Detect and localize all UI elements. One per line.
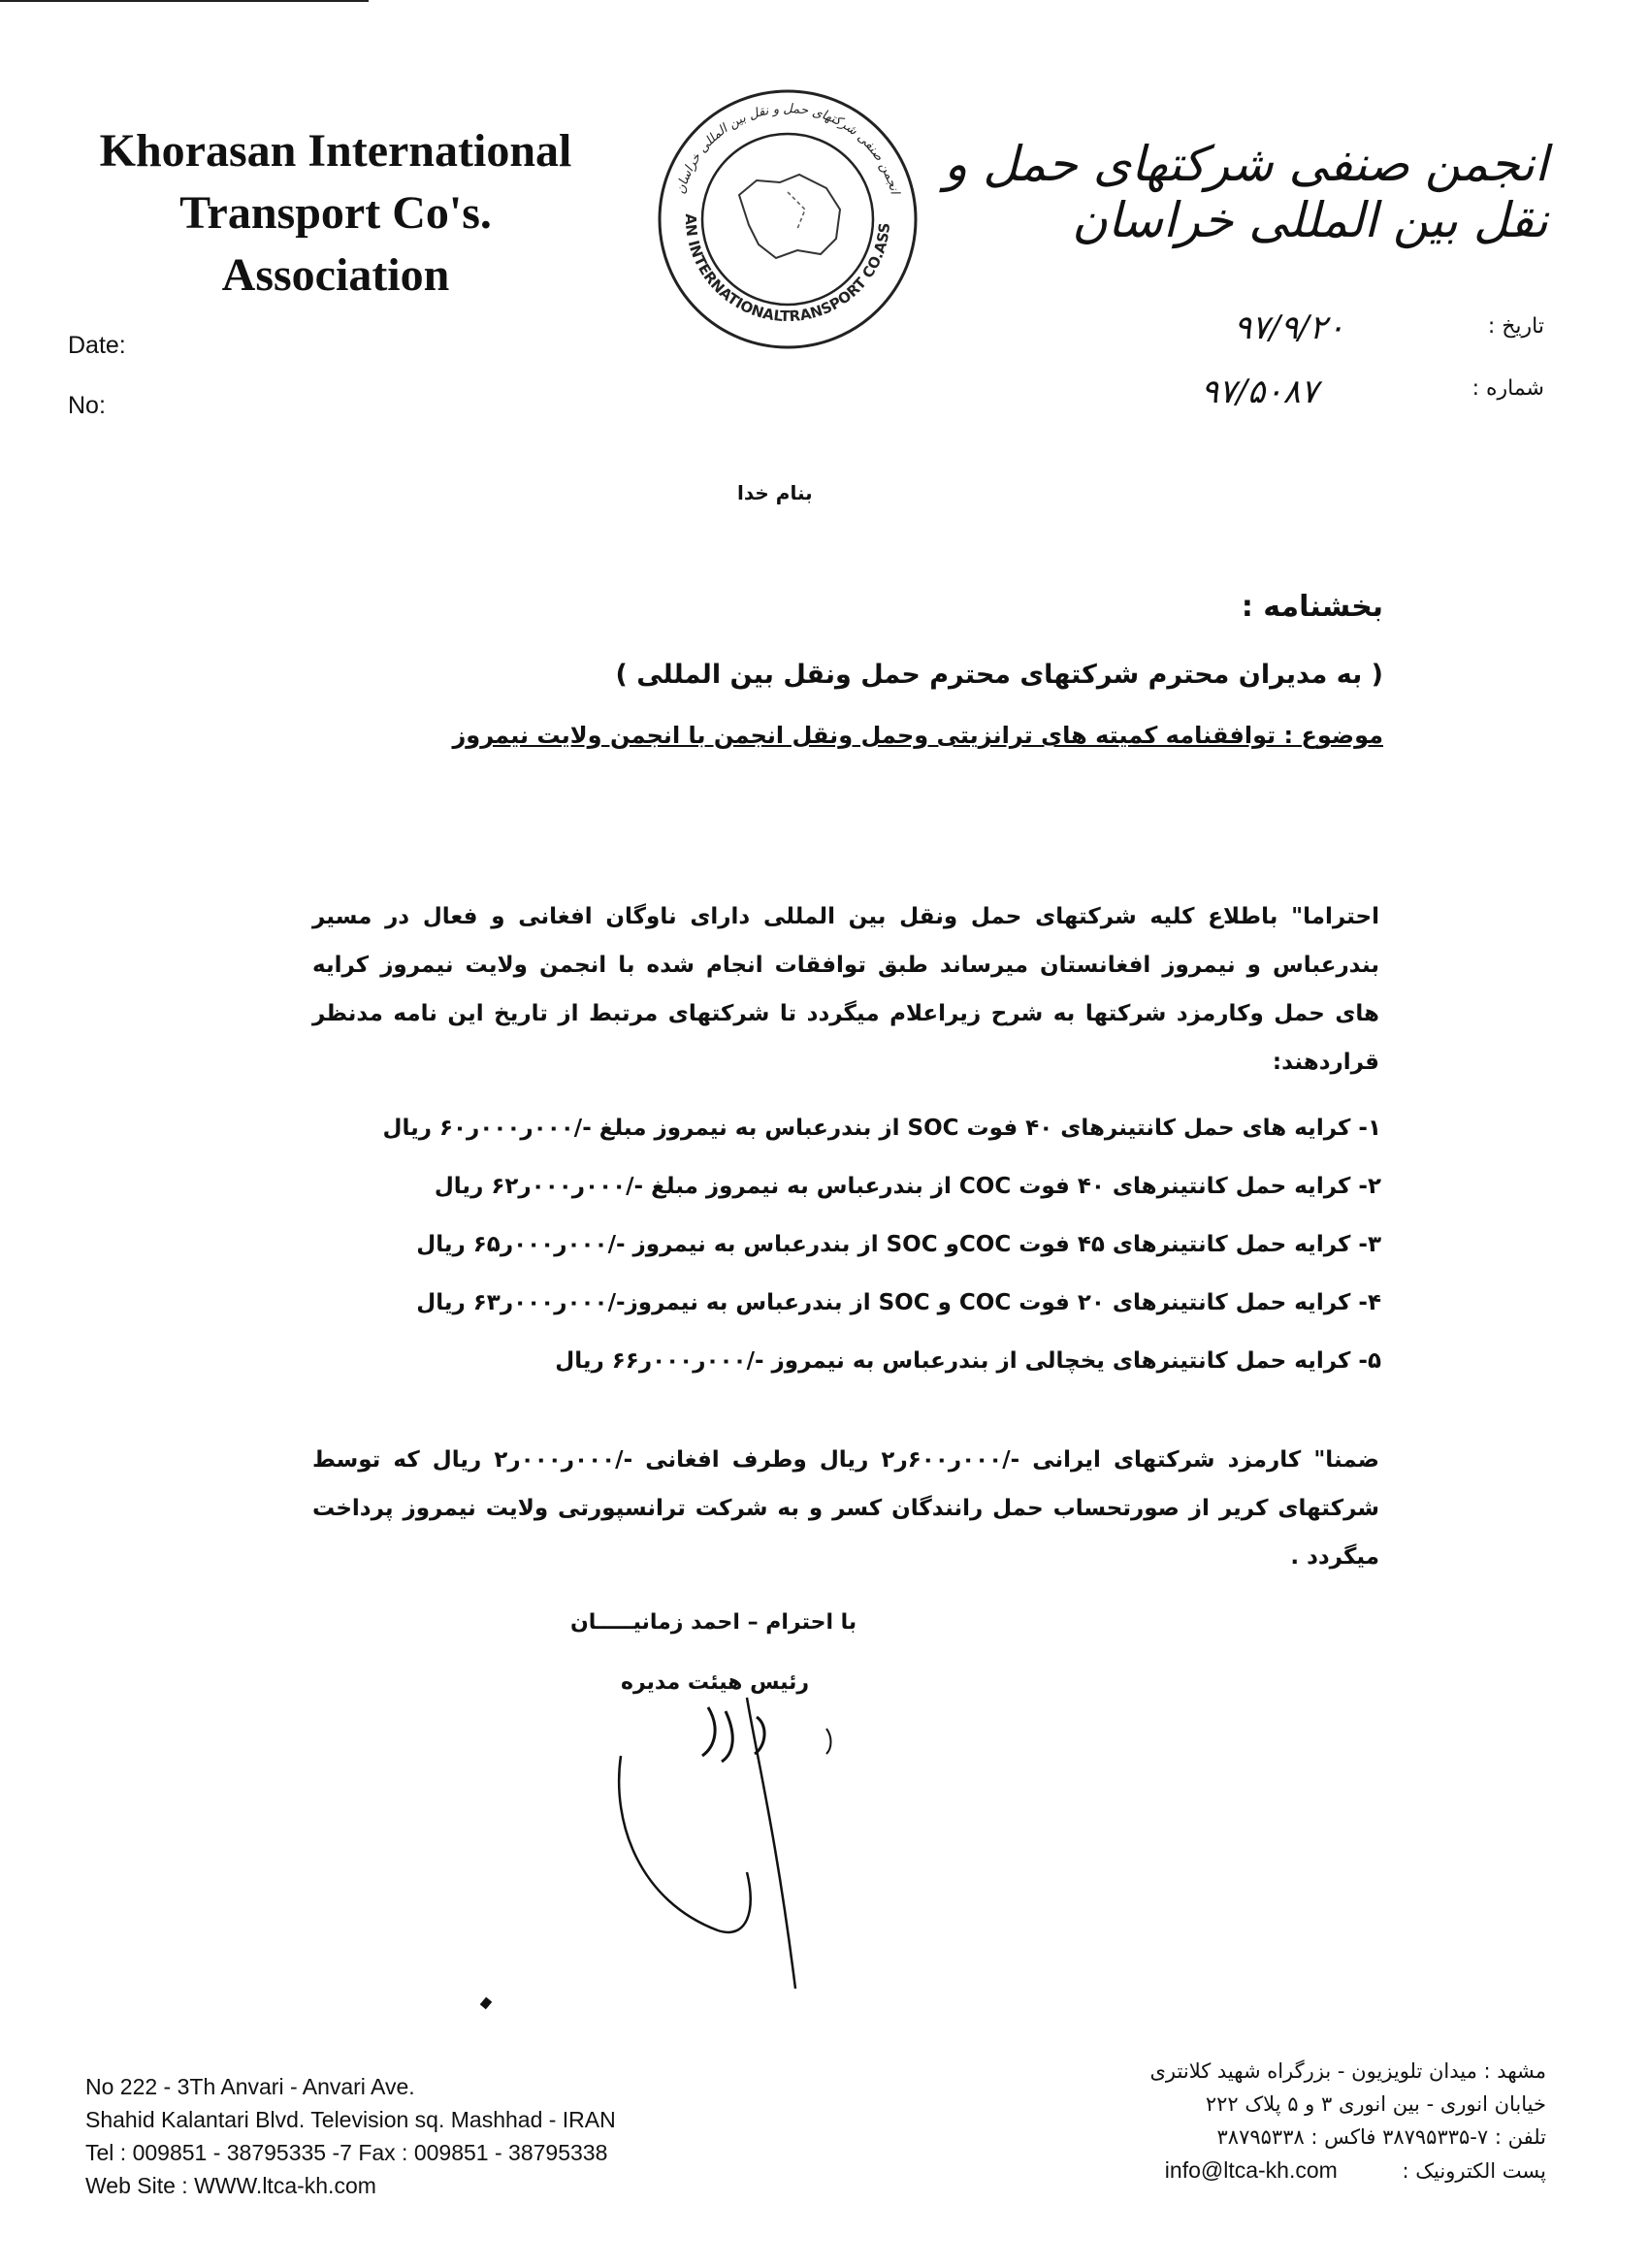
- addressee: ( به مدیران محترم شرکتهای محترم حمل ونقل بین المللی ): [615, 660, 1383, 690]
- date-label-en: Date:: [68, 332, 126, 359]
- no-label-fa: شماره :: [1471, 376, 1544, 401]
- company-name-en-line1: Khorasan International: [99, 125, 572, 177]
- footer-en-line: Tel : 009851 - 38795335 -7 Fax : 009851 - 38795338: [85, 2140, 608, 2165]
- list-item: ۵- کرایه حمل کانتینرهای یخچالی از بندرعباس به نیمروز -/۰۰۰ر۰۰۰ر۶۶ ریال: [555, 1348, 1381, 1374]
- seal-text-fa: انجمن صنفی شرکتهای حمل و نقل بین المللی خراسان: [673, 102, 902, 196]
- signatory-position: رئیس هیئت مدیره: [621, 1670, 810, 1695]
- signature: [601, 1639, 834, 1998]
- footer-email: info@ltca-kh.com: [1164, 2157, 1338, 2183]
- seal-graphic: [642, 74, 933, 365]
- footer-fa-line: [1042, 2154, 1546, 2187]
- list-item: ۳- کرایه حمل کانتینرهای ۴۵ فوت COCو SOC از بندرعباس به نیمروز -/۰۰۰ر۰۰۰ر۶۵ ریال: [416, 1232, 1381, 1257]
- footer-address-fa: [1042, 2055, 1546, 2187]
- svg-text:انجمن صنفی شرکتهای حمل و نقل ب: [673, 102, 902, 197]
- company-name-en: [64, 120, 607, 307]
- company-name-fa: انجمن صنفی شرکتهای حمل و نقل بین المللی خراسان: [944, 136, 1548, 248]
- email-label-fa: پست الکترونیک :: [1402, 2159, 1546, 2183]
- footer-fa-line: خیابان انوری - بین انوری ۳ و ۵ پلاک ۲۲۲: [1205, 2092, 1546, 2116]
- list-item: ۲- کرایه حمل کانتینرهای ۴۰ فوت COC از بندرعباس به نیمروز مبلغ -/۰۰۰ر۰۰۰ر۶۲ ریال: [434, 1174, 1381, 1199]
- top-rule: [0, 0, 369, 2]
- closing-paragraph: ضمنا" کارمزد شرکتهای ایرانی -/۰۰۰ر۶۰۰ر۲ ریال وطرف افغانی -/۰۰۰ر۰۰۰ر۲ ریال که توسط شرکتهای کریر از صورتحساب حمل رانندگان کسر و به شرکت ترانسپورتی ولایت نیمروز پرداخت میگردد .: [312, 1447, 1379, 1570]
- no-label-en: No:: [68, 392, 106, 419]
- ink-mark: [480, 1997, 493, 2010]
- list-item: ۴- کرایه حمل کانتینرهای ۲۰ فوت COC و SOC از بندرعباس به نیمروز-/۰۰۰ر۰۰۰ر۶۳ ریال: [416, 1290, 1381, 1315]
- footer-address-en: [85, 2070, 616, 2202]
- footer-fa-line: مشهد : میدان تلویزیون - بزرگراه شهید کلانتری: [1149, 2059, 1546, 2083]
- company-name-en-line2: Transport Co's. Association: [179, 187, 492, 301]
- subject: موضوع : توافقنامه کمیته های ترانزیتی وحمل ونقل انجمن با انجمن ولایت نیمروز: [452, 722, 1383, 749]
- footer-fa-line: تلفن : ۷-۳۸۷۹۵۳۳۵ فاکس : ۳۸۷۹۵۳۳۸: [1216, 2125, 1546, 2149]
- footer-en-line: Web Site : WWW.ltca-kh.com: [85, 2173, 376, 2198]
- regards-line: با احترام – احمد زمانیـــــان: [570, 1610, 857, 1635]
- footer-en-line: No 222 - 3Th Anvari - Anvari Ave.: [85, 2074, 415, 2099]
- association-seal: [642, 74, 933, 365]
- intro-paragraph: احتراما" باطلاع کلیه شرکتهای حمل ونقل بین المللی دارای ناوگان افغانی و فعال در مسیر بندرعباس و نیمروز افغانستان میرساند طبق توافقات انجام شده با انجمن ولایت نیمروز کرایه های حمل وکارمزد شرکتها به شرح زیراعلام میگردد تا شرکتهای مرتبط از تاریخ این نامه مدنظر قراردهند:: [312, 904, 1379, 1075]
- circular-title: بخشنامه :: [1241, 590, 1383, 624]
- invocation: بنام خدا: [737, 481, 813, 504]
- number-value: ۹۷/۵۰۸۷: [1201, 373, 1319, 411]
- seal-text-en: AN INTERNATIONALTRANSPORT CO.ASS: [681, 213, 894, 326]
- date-value: ۹۷/۹/۲۰: [1234, 308, 1345, 347]
- list-item: ۱- کرایه های حمل کانتینرهای ۴۰ فوت SOC از بندرعباس به نیمروز مبلغ -/۰۰۰ر۰۰۰ر۶۰ ریال: [382, 1116, 1381, 1141]
- footer-en-line: Shahid Kalantari Blvd. Television sq. Mashhad - IRAN: [85, 2107, 616, 2132]
- date-label-fa: تاریخ :: [1487, 314, 1544, 339]
